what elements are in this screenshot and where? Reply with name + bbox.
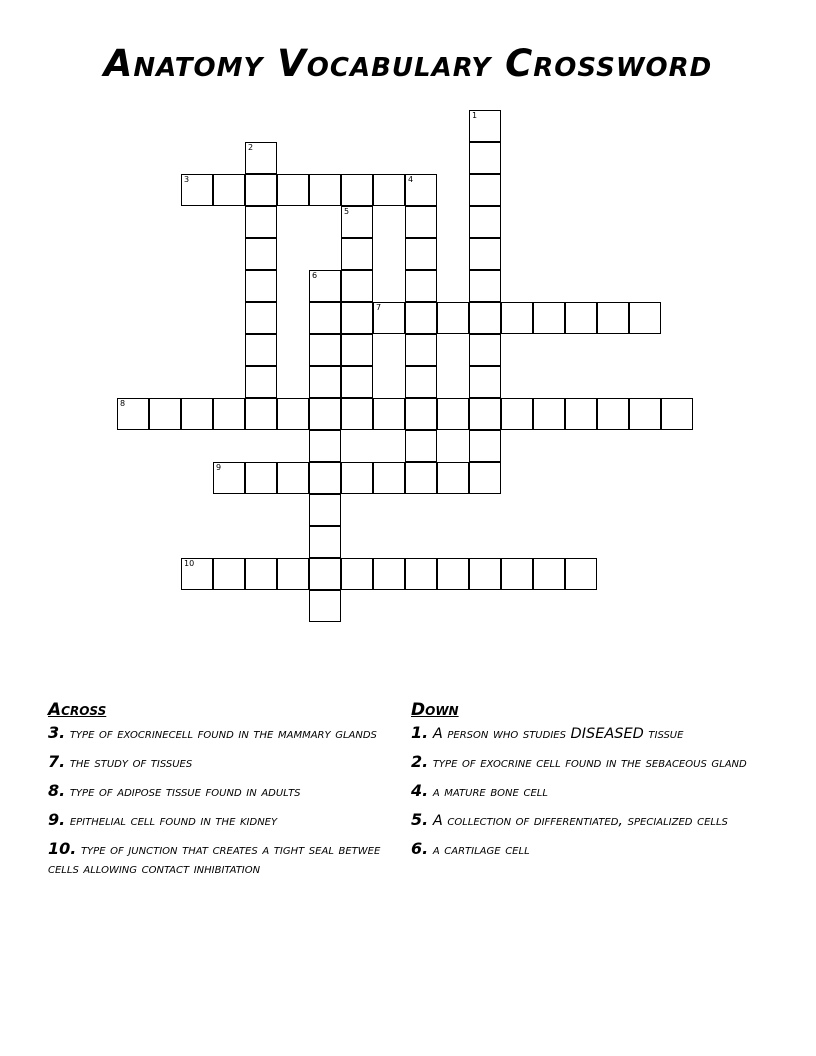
grid-cell[interactable] (245, 238, 277, 270)
grid-cell[interactable] (309, 270, 341, 302)
clue-number: 3 (184, 175, 190, 184)
grid-cell[interactable] (245, 174, 277, 206)
clue-number: 8 (120, 399, 126, 408)
grid-cell[interactable] (181, 558, 213, 590)
clue-text: the study of tissues (65, 755, 193, 771)
down-clues (411, 700, 756, 868)
grid-cell[interactable] (469, 430, 501, 462)
clue-number: 7 (376, 303, 382, 312)
grid-cell[interactable] (405, 302, 437, 334)
grid-cell[interactable] (245, 558, 277, 590)
grid-cell[interactable] (309, 174, 341, 206)
clue-number: 2 (248, 143, 254, 152)
grid-cell[interactable] (565, 398, 597, 430)
grid-cell[interactable] (437, 302, 469, 334)
clue-text: a cartilage cell (428, 842, 530, 858)
grid-cell[interactable] (405, 270, 437, 302)
grid-cell[interactable] (181, 174, 213, 206)
grid-cell[interactable] (213, 174, 245, 206)
grid-cell[interactable] (405, 430, 437, 462)
grid-cell[interactable] (469, 398, 501, 430)
grid-cell[interactable] (309, 526, 341, 558)
grid-cell[interactable] (405, 366, 437, 398)
grid-cell[interactable] (213, 558, 245, 590)
down-clue (411, 839, 756, 860)
grid-cell[interactable] (597, 398, 629, 430)
across-heading: Across (48, 700, 107, 720)
clue-number: 9 (216, 463, 222, 472)
grid-cell[interactable] (245, 398, 277, 430)
grid-cell[interactable] (181, 398, 213, 430)
clue-label-number: 9. (48, 810, 66, 829)
grid-cell[interactable] (341, 174, 373, 206)
grid-cell[interactable] (277, 558, 309, 590)
grid-cell[interactable] (309, 462, 341, 494)
grid-cell[interactable] (277, 398, 309, 430)
down-clue (411, 752, 756, 773)
clue-text: type of adipose tissue found in adults (65, 784, 301, 800)
clue-text: type of junction that creates a tight seal betwee cells allowing contact inhibitation (48, 842, 381, 877)
grid-cell[interactable] (469, 558, 501, 590)
grid-cell[interactable] (437, 462, 469, 494)
grid-cell[interactable] (437, 558, 469, 590)
grid-cell[interactable] (341, 366, 373, 398)
grid-cell[interactable] (309, 302, 341, 334)
grid-cell[interactable] (469, 302, 501, 334)
across-clue (48, 752, 388, 773)
clue-number: 6 (312, 271, 318, 280)
grid-cell[interactable] (245, 302, 277, 334)
across-clue (48, 839, 388, 879)
clue-text: a mature bone cell (428, 784, 548, 800)
grid-cell[interactable] (213, 398, 245, 430)
grid-cell[interactable] (629, 302, 661, 334)
grid-cell[interactable] (277, 462, 309, 494)
grid-cell[interactable] (533, 398, 565, 430)
grid-cell[interactable] (437, 398, 469, 430)
grid-cell[interactable] (469, 206, 501, 238)
grid-cell[interactable] (501, 398, 533, 430)
grid-cell[interactable] (245, 366, 277, 398)
down-heading: Down (411, 700, 459, 720)
clue-label-number: 10. (48, 839, 77, 858)
grid-cell[interactable] (405, 334, 437, 366)
page-title: Anatomy Vocabulary Crossword (103, 42, 713, 85)
grid-cell[interactable] (629, 398, 661, 430)
clue-number: 1 (472, 111, 478, 120)
grid-cell[interactable] (405, 398, 437, 430)
across-clues (48, 700, 388, 887)
grid-cell[interactable] (341, 270, 373, 302)
grid-cell[interactable] (341, 334, 373, 366)
grid-cell[interactable] (597, 302, 629, 334)
clue-label-number: 5. (411, 810, 429, 829)
grid-cell[interactable] (341, 302, 373, 334)
grid-cell[interactable] (533, 558, 565, 590)
grid-cell[interactable] (405, 174, 437, 206)
grid-cell[interactable] (309, 398, 341, 430)
clue-text: epithelial cell found in the kidney (65, 813, 278, 829)
clue-label-number: 8. (48, 781, 66, 800)
clue-text: A collection of differentiated, specialized cells (428, 813, 728, 829)
grid-cell[interactable] (309, 334, 341, 366)
grid-cell[interactable] (245, 334, 277, 366)
across-clue (48, 810, 388, 831)
grid-cell[interactable] (245, 462, 277, 494)
grid-cell[interactable] (661, 398, 693, 430)
clue-label-number: 6. (411, 839, 429, 858)
down-clue (411, 781, 756, 802)
clue-label-number: 4. (411, 781, 429, 800)
clue-text: type of exocrine cell found in the sebaceous gland (428, 755, 747, 771)
grid-cell[interactable] (245, 206, 277, 238)
grid-cell[interactable] (405, 462, 437, 494)
across-clue (48, 781, 388, 802)
grid-cell[interactable] (405, 206, 437, 238)
clue-label-number: 7. (48, 752, 66, 771)
grid-cell[interactable] (469, 142, 501, 174)
grid-cell[interactable] (469, 238, 501, 270)
grid-cell[interactable] (501, 302, 533, 334)
grid-cell[interactable] (245, 142, 277, 174)
clue-label-number: 3. (48, 723, 66, 742)
grid-cell[interactable] (309, 366, 341, 398)
grid-cell[interactable] (309, 430, 341, 462)
across-clue (48, 723, 388, 744)
grid-cell[interactable] (405, 558, 437, 590)
clue-text: type of exocrinecell found in the mammary glands (65, 726, 377, 742)
grid-cell[interactable] (469, 366, 501, 398)
grid-cell[interactable] (341, 238, 373, 270)
grid-cell[interactable] (373, 174, 405, 206)
grid-cell[interactable] (501, 558, 533, 590)
grid-cell[interactable] (373, 462, 405, 494)
grid-cell[interactable] (373, 302, 405, 334)
grid-cell[interactable] (469, 174, 501, 206)
grid-cell[interactable] (309, 494, 341, 526)
grid-cell[interactable] (213, 462, 245, 494)
clue-label-number: 1. (411, 723, 429, 742)
grid-cell[interactable] (373, 398, 405, 430)
clue-label-number: 2. (411, 752, 429, 771)
grid-cell[interactable] (245, 270, 277, 302)
grid-cell[interactable] (149, 398, 181, 430)
grid-cell[interactable] (341, 398, 373, 430)
clue-number: 10 (184, 559, 195, 568)
grid-cell[interactable] (533, 302, 565, 334)
grid-cell[interactable] (469, 462, 501, 494)
grid-cell[interactable] (565, 558, 597, 590)
clue-text: A person who studies DISEASED tissue (428, 726, 684, 742)
grid-cell[interactable] (565, 302, 597, 334)
grid-cell[interactable] (469, 270, 501, 302)
clue-number: 4 (408, 175, 414, 184)
down-clue (411, 810, 756, 831)
grid-cell[interactable] (373, 558, 405, 590)
clue-number: 5 (344, 207, 350, 216)
grid-cell[interactable] (341, 206, 373, 238)
grid-cell[interactable] (469, 334, 501, 366)
grid-cell[interactable] (469, 110, 501, 142)
grid-cell[interactable] (341, 558, 373, 590)
down-clue (411, 723, 756, 744)
grid-cell[interactable] (117, 398, 149, 430)
grid-cell[interactable] (405, 238, 437, 270)
grid-cell[interactable] (341, 462, 373, 494)
grid-cell[interactable] (309, 590, 341, 622)
grid-cell[interactable] (309, 558, 341, 590)
grid-cell[interactable] (277, 174, 309, 206)
